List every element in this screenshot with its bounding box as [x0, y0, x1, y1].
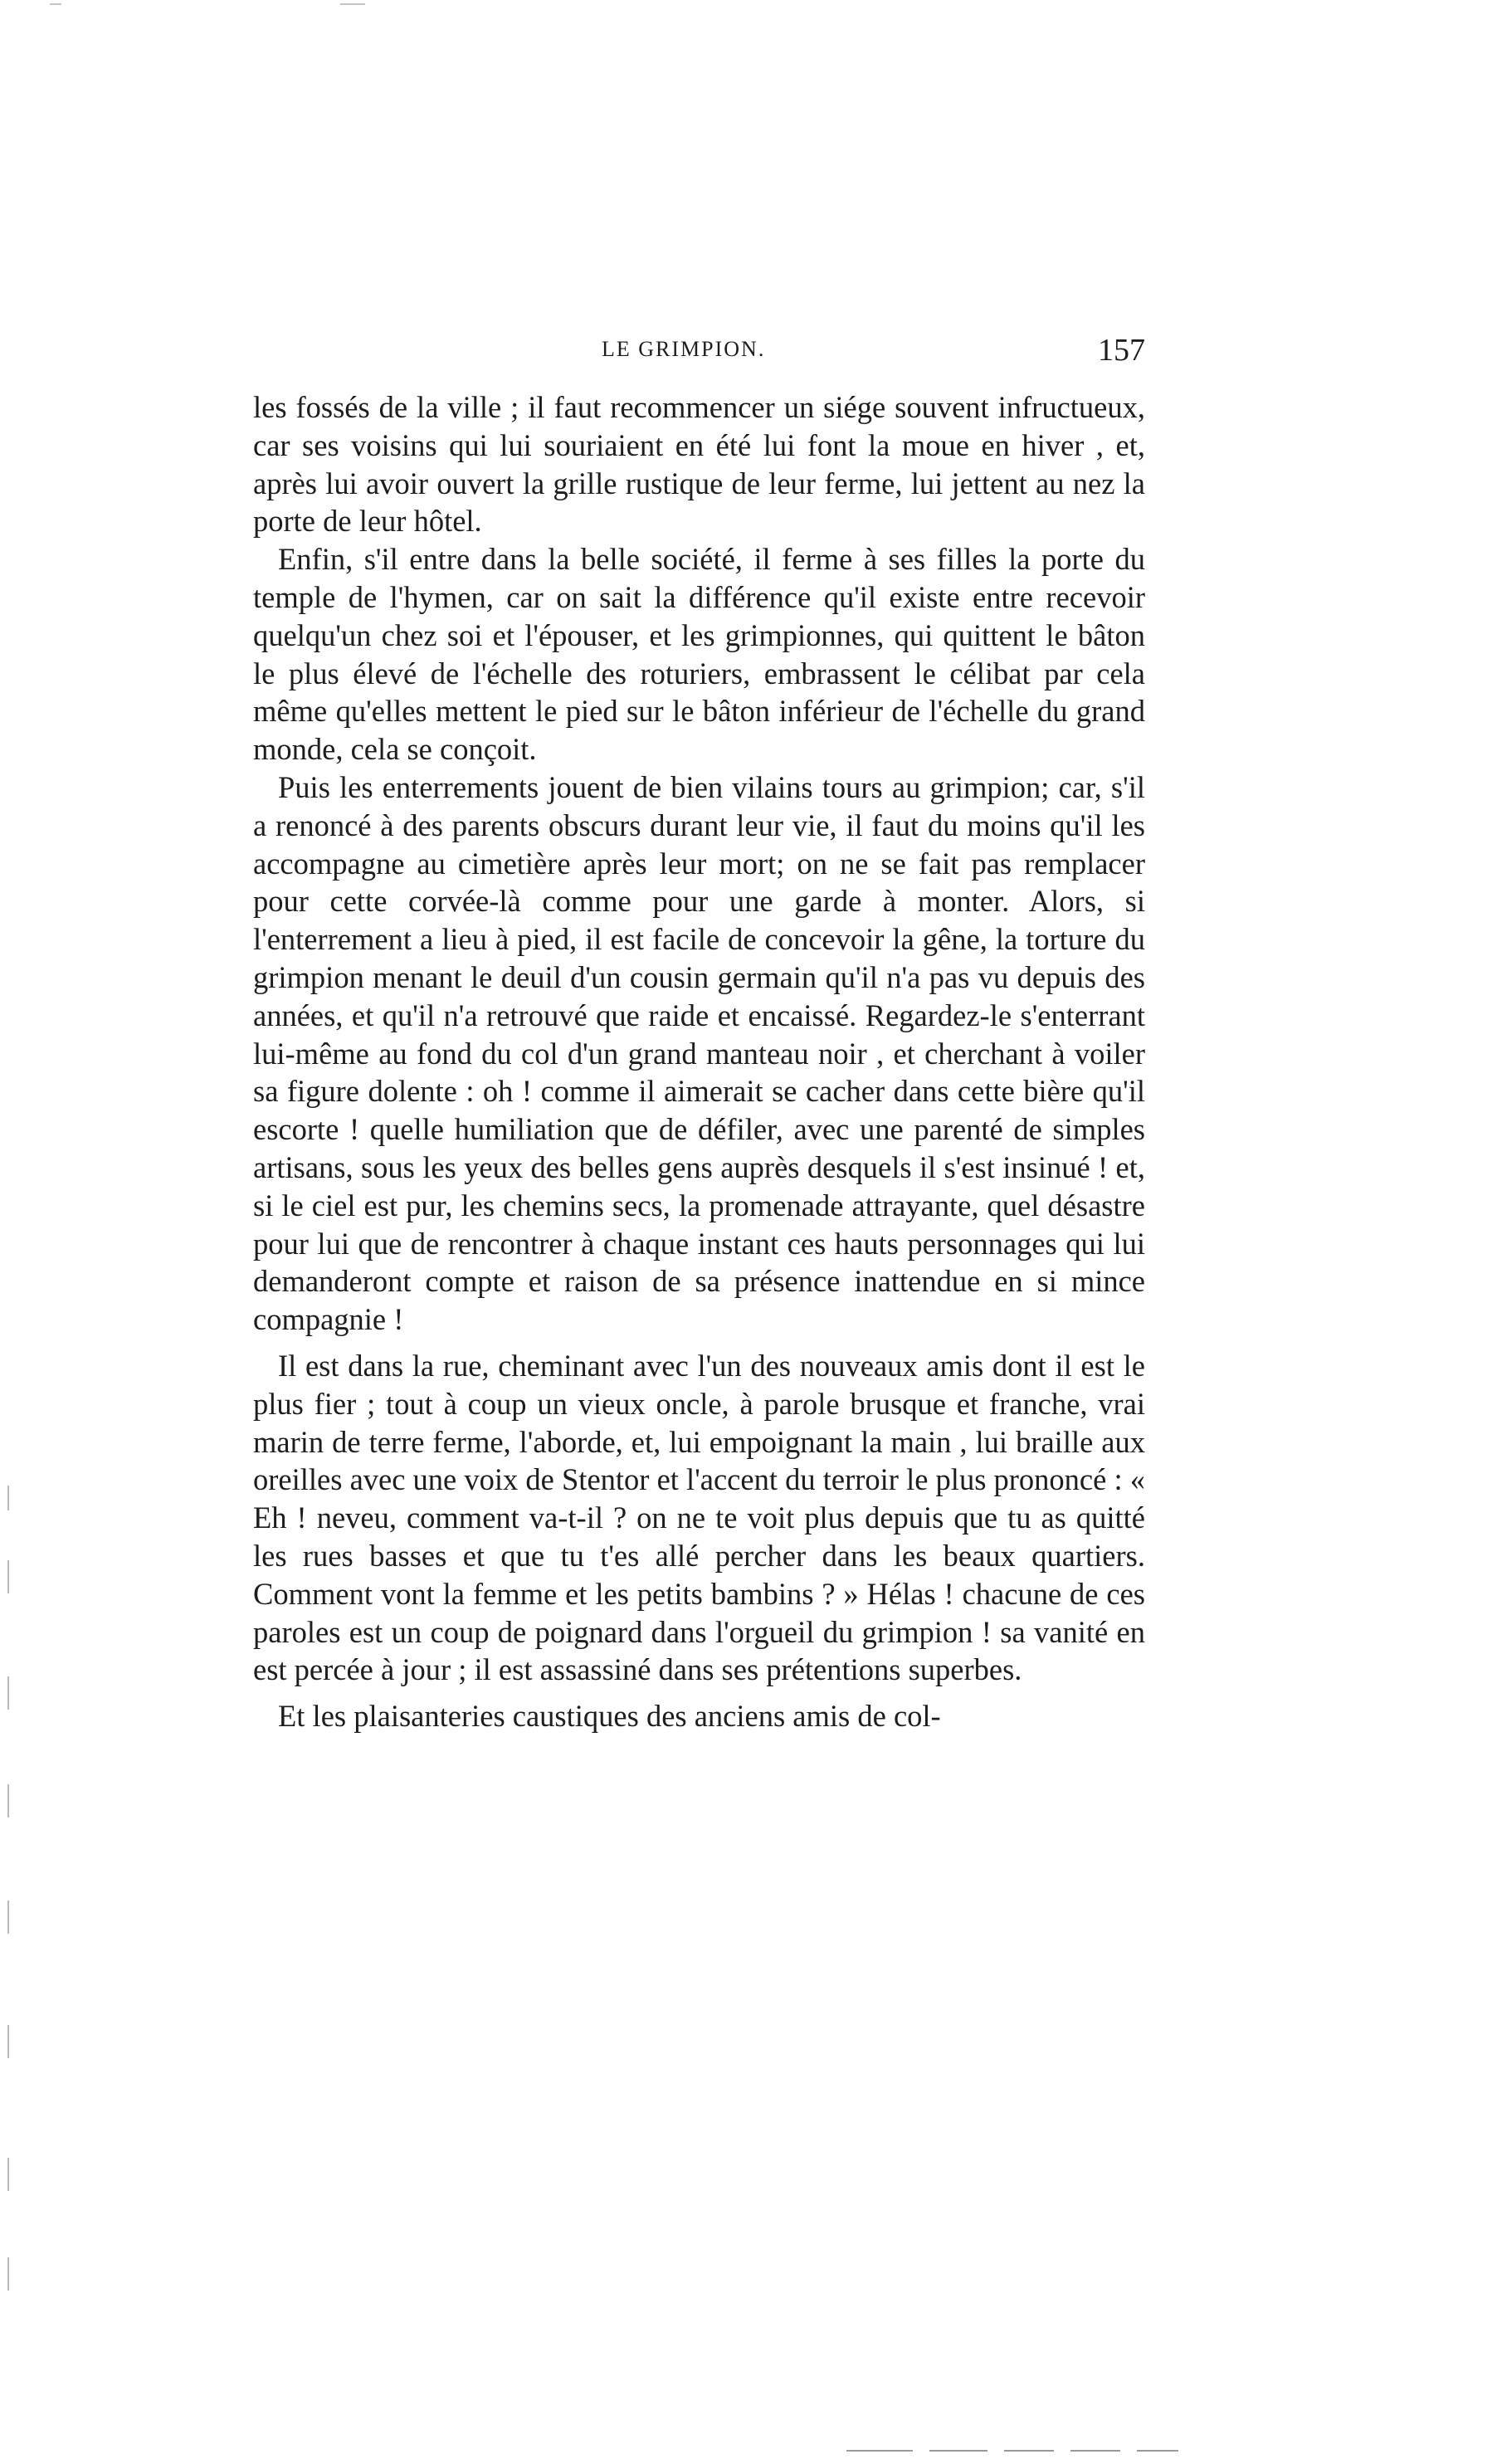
- paragraph: Et les plaisanteries caustiques des anciens amis de col-: [278, 1699, 941, 1734]
- footer-rule: [1070, 2450, 1120, 2452]
- paragraph: Enfin, s'il entre dans la belle société, il ferme à ses filles la porte du temple de l'hymen, car on sait la différence qu'il existe entre recevoir quelqu'un chez soi et l'épouser, et les grimpionnes, qui quittent le bâton le plus élevé de l'échelle des roturiers, embrassent le célibat par cela même qu'elles mettent le pied sur le bâton inférieur de l'échelle du grand monde, cela se conçoit.: [253, 542, 1145, 767]
- footer-rule: [846, 2450, 913, 2452]
- left-margin-rule: [7, 1784, 9, 1818]
- paragraph: Puis les enterrements jouent de bien vilains tours au grimpion; car, s'il a renoncé à des parents obscurs durant leur vie, il faut du moins qu'il les accompagne au cimetière après leur mort; on ne se fait pas remplacer pour cette corvée-là comme pour une garde à monter. Alors, si l'enterrement a lieu à pied, il est facile de concevoir la gêne, la torture du grimpion menant le deuil d'un cousin germain qu'il n'a pas vu depuis des années, et qu'il n'a retrouvé que raide et encaissé. Regardez-le s'enterrant lui-même au fond du col d'un grand manteau noir , et cherchant à voiler sa figure dolente : oh ! comme il aimerait se cacher dans cette bière qu'il escorte ! quelle humiliation que de défiler, avec une parenté de simples artisans, sous les yeux des belles gens auprès desquels il s'est insinué ! et, si le ciel est pur, les chemins secs, la promenade attrayante, quel désastre pour lui que de rencontrer à chaque instant ces hauts personnages qui lui demanderont compte et raison de sa présence inattendue en si mince compagnie !: [253, 769, 1145, 1337]
- left-margin-rule: [7, 2257, 9, 2291]
- left-margin-rule: [7, 2025, 9, 2058]
- footer-rule: [929, 2450, 987, 2452]
- paragraph: les fossés de la ville ; il faut recommencer un siége souvent infructueux, car ses voisins qui lui souriaient en été lui font la moue en hiver , et, après lui avoir ouvert la grille rustique de leur ferme, lui jettent au nez la porte de leur hôtel.: [253, 390, 1145, 539]
- left-margin-rule: [7, 1900, 9, 1934]
- left-margin-rule: [7, 1560, 9, 1593]
- body-text: [253, 388, 1145, 1735]
- running-title: LE GRIMPION.: [602, 337, 766, 361]
- page-number: 157: [1098, 333, 1145, 368]
- top-edge-rule: [340, 3, 365, 5]
- footer-rule: [1004, 2450, 1054, 2452]
- paragraph: Il est dans la rue, cheminant avec l'un des nouveaux amis dont il est le plus fier ; tout à coup un vieux oncle, à parole brusque et franche, vrai marin de terre ferme, l'aborde, et, lui empoignant la main , lui braille aux oreilles avec une voix de Stentor et l'accent du terroir le plus prononcé : « Eh ! neveu, comment va-t-il ? on ne te voit plus depuis que tu as quitté les rues basses et que tu t'es allé percher dans les beaux quartiers. Comment vont la femme et les petits bambins ? » Hélas ! chacune de ces paroles est un coup de poignard dans l'orgueil du grimpion ! sa vanité en est percée à jour ; il est assassiné dans ses prétentions superbes.: [253, 1348, 1145, 1687]
- footer-rule: [1137, 2450, 1178, 2452]
- left-margin-rule: [7, 2158, 9, 2191]
- page-header: [253, 332, 1145, 373]
- top-edge-rule: [50, 3, 61, 5]
- left-margin-rule: [7, 1676, 9, 1710]
- left-margin-rule: [7, 1486, 9, 1510]
